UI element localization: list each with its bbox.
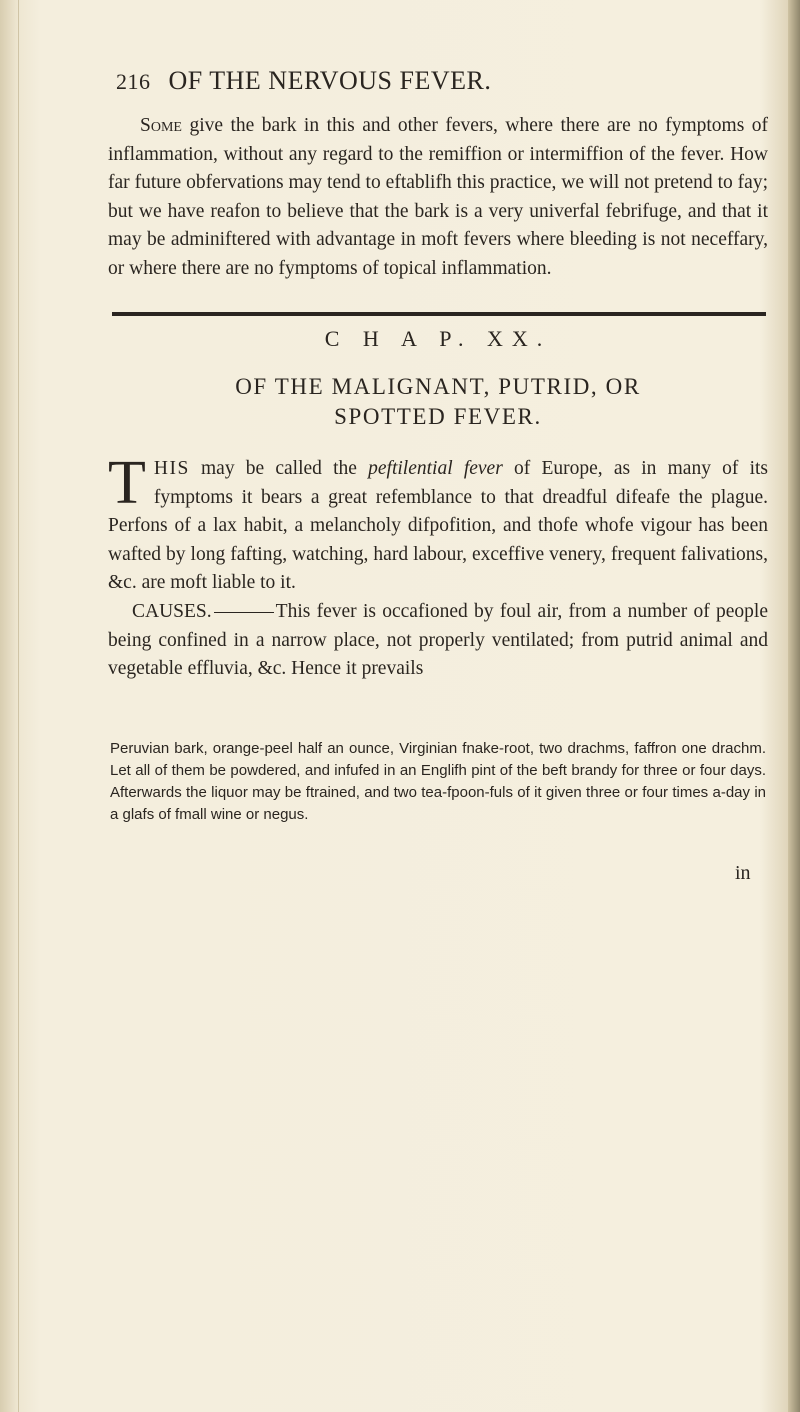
- paragraph-bark: [108, 112, 768, 284]
- running-title: OF THE NERVOUS FEVER.: [168, 66, 492, 95]
- chapter-title: [108, 372, 768, 432]
- small-caps-word: HIS: [153, 458, 190, 479]
- page-number: 216: [116, 69, 151, 94]
- section-divider: [112, 312, 766, 316]
- blank-area: [18, 900, 788, 1412]
- chapter-number: C H A P. XX.: [324, 326, 552, 351]
- chapter-title-line-1: OF THE MALIGNANT, PUTRID, OR: [235, 374, 641, 399]
- paragraph-text: of Europe, as in many of its fymptoms it bears a great refemblance to that dreadful difeafe the plague. Perfons of a lax habit, a melancholy difpofition, and thofe whofe vigour has been wafted by long fafting, watching, hard labour, exceffive venery, frequent falivations, &c. are moft liable to it.: [108, 458, 768, 594]
- italic-term: peftilential fever: [368, 458, 503, 479]
- paragraph-text: may be called the: [201, 458, 357, 479]
- catchword: in: [735, 862, 751, 884]
- paragraph-text: give the bark in this and other fevers, where there are no fymptoms of inflammation, without any regard to the remiffion or intermiffion of the fever. How far future obfervations may tend to eftablifh this practice, we will not pretend to fay; but we have reafon to believe that the bark is a very univerfal febrifuge, and that it may be adminiftered with advantage in moft fevers where bleeding is not neceffary, or where there are no fymptoms of topical inflammation.: [108, 115, 769, 279]
- paragraph-lead-word: Some: [140, 115, 182, 136]
- page-edge: [788, 0, 800, 1412]
- causes-heading: CAUSES.: [132, 601, 212, 622]
- chapter-title-line-2: SPOTTED FEVER.: [334, 404, 542, 429]
- paragraph-text: This fever is occafioned by foul air, from a number of people being confined in a narrow place, not properly ventilated; from putrid animal and vegetable effluvia, &c. Hence it prevails: [108, 601, 768, 680]
- running-head: [116, 66, 766, 96]
- page-gutter: [0, 0, 19, 1412]
- footnote: Peruvian bark, orange-peel half an ounce, Virginian fnake-root, two drachms, faffron one drachm. Let all of them be powdered, and infufed in an Englifh pint of the beft brandy for three or four days. Afterwards the liquor may be ftrained, and two tea-fpoon-fuls of it given three or four times a-day in a glafs of fmall wine or negus.: [110, 740, 766, 823]
- paragraph-causes: [108, 598, 768, 684]
- em-rule: [214, 612, 274, 613]
- paragraph-intro: [108, 449, 768, 598]
- drop-cap: T: [108, 449, 146, 517]
